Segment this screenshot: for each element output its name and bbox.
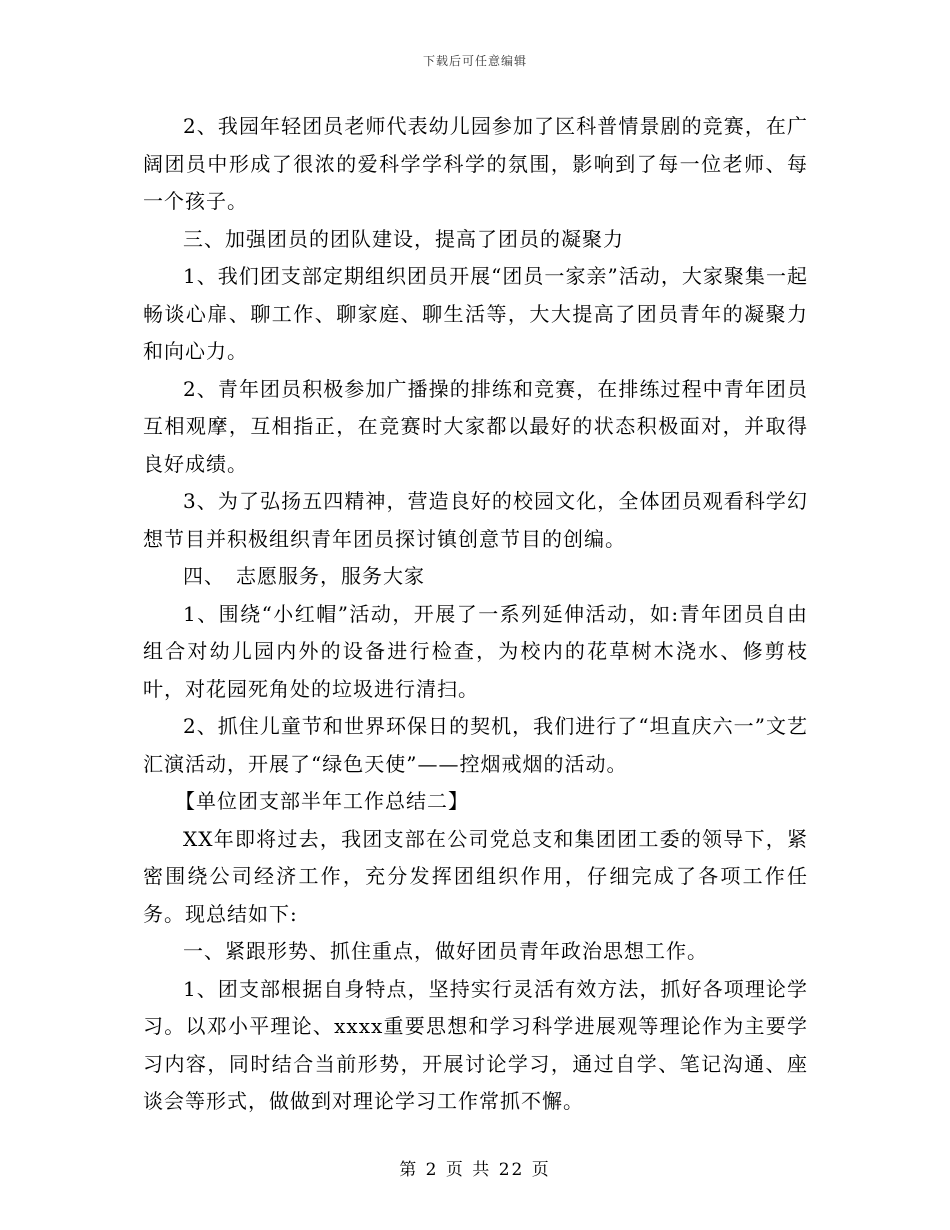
document-body — [143, 108, 808, 1121]
paragraph: 2、抓住儿童节和世界环保日的契机，我们进行了“坦直庆六一”文艺汇演活动，开展了“绿色天使”——控烟戒烟的活动。 — [143, 714, 808, 776]
paragraph: 2、我园年轻团员老师代表幼儿园参加了区科普情景剧的竞赛，在广阔团员中形成了很浓的爱科学学科学的氛围，影响到了每一位老师、每一个孩子。 — [143, 114, 808, 213]
page-header: 下载后可任意编辑 — [422, 54, 527, 68]
paragraph: 1、我们团支部定期组织团员开展“团员一家亲”活动，大家聚集一起畅谈心扉、聊工作、聊家庭、聊生活等，大大提高了团员青年的凝聚力和向心力。 — [143, 264, 808, 363]
paragraph: 1、团支部根据自身特点，坚持实行灵活有效方法，抓好各项理论学习。以邓小平理论、xxxx重要思想和学习科学进展观等理论作为主要学习内容，同时结合当前形势，开展讨论学习，通过自学、笔记沟通、座谈会等形式，做做到对理论学习工作常抓不懈。 — [143, 976, 808, 1113]
paragraph: 3、为了弘扬五四精神，营造良好的校园文化，全体团员观看科学幻想节目并积极组织青年团员探讨镇创意节目的创编。 — [143, 489, 808, 551]
section-heading: 四、 志愿服务，服务大家 — [183, 564, 425, 588]
section-heading: 一、紧跟形势、抓住重点，做好团员青年政治思想工作。 — [183, 939, 708, 963]
paragraph: XX年即将过去，我团支部在公司党总支和集团团工委的领导下，紧密围绕公司经济工作，充分发挥团组织作用，仔细完成了各项工作任务。现总结如下: — [143, 826, 808, 926]
paragraph: 1、围绕“小红帽”活动，开展了一系列延伸活动，如:青年团员自由组合对幼儿园内外的设备进行检查，为校内的花草树木浇水、修剪枝叶，对花园死角处的垃圾进行清扫。 — [143, 601, 808, 701]
section-title: 【单位团支部半年工作总结二】 — [175, 789, 469, 813]
paragraph: 2、青年团员积极参加广播操的排练和竞赛，在排练过程中青年团员互相观摩，互相指正，在竞赛时大家都以最好的状态积极面对，并取得良好成绩。 — [143, 376, 808, 476]
page-number: 第 2 页 共 22 页 — [399, 1160, 551, 1180]
section-heading: 三、加强团员的团队建设，提高了团员的凝聚力 — [183, 226, 624, 251]
